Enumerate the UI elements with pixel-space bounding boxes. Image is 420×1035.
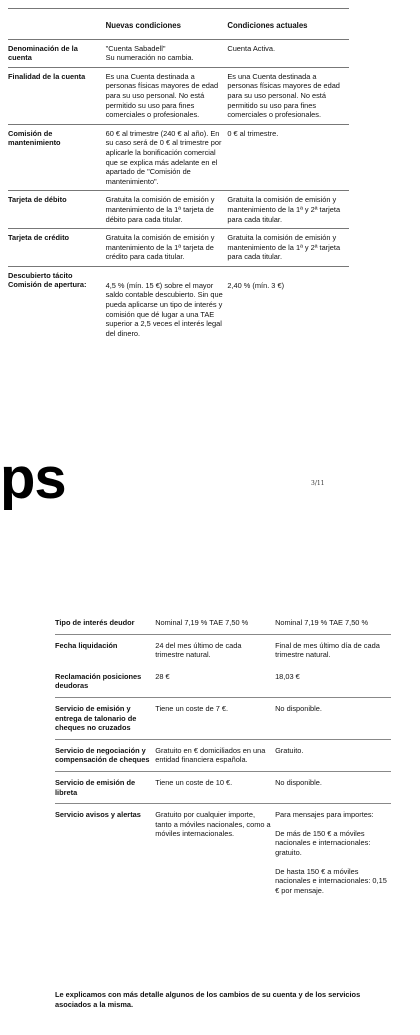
- page-number: 3/11: [311, 480, 325, 487]
- current-value: No disponible.: [275, 771, 391, 803]
- current-value: Es una Cuenta destinada a personas físicas mayores de edad para su uso personal. No está permitido su uso para fines comerciales o profesionales.: [227, 67, 349, 124]
- new-value: Gratuito en € domiciliados en una entidad financiera española.: [155, 739, 275, 771]
- current-value: Cuenta Activa.: [227, 39, 349, 67]
- header-empty-cell: [8, 9, 106, 40]
- new-value: Gratuita la comisión de emisión y mantenimiento de la 1ª tarjeta de débito para cada titular.: [106, 191, 228, 229]
- conditions-table-header: [8, 9, 349, 40]
- table-row: [55, 739, 391, 771]
- table-row: [55, 666, 391, 698]
- current-value: [275, 804, 391, 902]
- new-value: Es una Cuenta destinada a personas físicas mayores de edad para su uso personal. No está permitido su uso para fines comerciales o profesionales.: [106, 67, 228, 124]
- current-value: 18,03 €: [275, 666, 391, 698]
- table-row: [8, 39, 349, 67]
- table-row: [55, 612, 391, 634]
- new-value: [106, 39, 228, 67]
- new-value: Tiene un coste de 10 €.: [155, 771, 275, 803]
- row-label: Tarjeta de débito: [8, 191, 106, 229]
- new-value-line: 4,5 % (mín. 15 €) sobre el mayor saldo contable descubierto. Sin que pueda aplicarse un tipo de interés y comisión que dé lugar a una TAE superior a 2,5 veces el interés legal del dinero.: [105, 280, 223, 338]
- new-value: Nominal 7,19 % TAE 7,50 %: [155, 612, 275, 634]
- row-label: Tipo de interés deudor: [55, 612, 155, 634]
- table-row: [55, 804, 391, 902]
- table-row: [55, 697, 391, 739]
- new-value: Gratuita la comisión de emisión y mantenimiento de la 1ª tarjeta de crédito para cada titular.: [106, 229, 228, 267]
- current-value-paragraph: De más de 150 € a móviles nacionales e internacionales: gratuito.: [275, 828, 371, 857]
- current-value: Gratuita la comisión de emisión y mantenimiento de la 1ª y 2ª tarjeta para cada titular.: [227, 191, 349, 229]
- new-value: 60 € al trimestre (240 € al año). En su caso será de 0 € al trimestre por aplicarle la bonificación comercial que se explica más adelante en el apartado de "Comisión de mantenimiento".: [106, 124, 228, 191]
- row-label-line: Descubierto tácito: [8, 270, 73, 280]
- new-value: Tiene un coste de 7 €.: [155, 697, 275, 739]
- row-label: Servicio de negociación y compensación de cheques: [55, 739, 155, 771]
- table-row: [8, 67, 349, 124]
- new-value: [106, 266, 228, 342]
- explanatory-note: Le explicamos con más detalle algunos de los cambios de su cuenta y de los servicios asociados a la misma.: [55, 990, 361, 1009]
- header-new-conditions: Nuevas condiciones: [106, 9, 228, 40]
- row-label: Finalidad de la cuenta: [8, 67, 106, 124]
- table-row: [55, 634, 391, 666]
- new-value-line: Su numeración no cambia.: [105, 53, 194, 63]
- row-label: Tarjeta de crédito: [8, 229, 106, 267]
- row-label: [8, 266, 106, 342]
- services-table: [55, 612, 391, 901]
- table-row: [8, 266, 349, 342]
- current-value: No disponible.: [275, 697, 391, 739]
- current-value-paragraph: Para mensajes para importes:: [275, 810, 374, 820]
- row-label: Reclamación posiciones deudoras: [55, 666, 155, 698]
- current-value: [227, 266, 349, 342]
- current-value: Final de mes último día de cada trimestre natural.: [275, 640, 380, 660]
- row-label: Servicio avisos y alertas: [55, 810, 141, 820]
- current-value: Nominal 7,19 % TAE 7,50 %: [275, 612, 391, 634]
- row-label: Denominación de la cuenta: [8, 39, 106, 67]
- header-current-conditions: Condiciones actuales: [227, 9, 349, 40]
- current-value-line: 2,40 % (mín. 3 €): [227, 280, 285, 290]
- row-label: Fecha liquidación: [55, 640, 118, 650]
- row-label: Servicio de emisión y entrega de talonario de cheques no cruzados: [55, 697, 155, 739]
- current-value: 0 € al trimestre.: [227, 124, 349, 191]
- table-row: [55, 771, 391, 803]
- new-value-line: "Cuenta Sabadell": [105, 43, 166, 53]
- large-heading-fragment: ps: [0, 446, 66, 511]
- document-page-bottom: [0, 600, 420, 1035]
- current-value: Gratuito.: [275, 739, 391, 771]
- row-label-line: Comisión de apertura:: [8, 280, 87, 290]
- new-value: 24 del mes último de cada trimestre natural.: [155, 640, 242, 660]
- table-row: [8, 191, 349, 229]
- current-value-paragraph: De hasta 150 € a móviles nacionales e internacionales: 0,15 € por mensaje.: [275, 866, 387, 895]
- row-label: Comisión de mantenimiento: [8, 124, 106, 191]
- new-value: Gratuito por cualquier importe, tanto a móviles nacionales, como a móviles internacionales.: [155, 810, 271, 839]
- current-value: Gratuita la comisión de emisión y mantenimiento de la 1ª y 2ª tarjeta para cada titular.: [227, 229, 349, 267]
- conditions-table: [8, 8, 349, 342]
- new-value: 28 €: [155, 666, 275, 698]
- table-row: [8, 124, 349, 191]
- table-row: [8, 229, 349, 267]
- row-label: Servicio de emisión de libreta: [55, 771, 155, 803]
